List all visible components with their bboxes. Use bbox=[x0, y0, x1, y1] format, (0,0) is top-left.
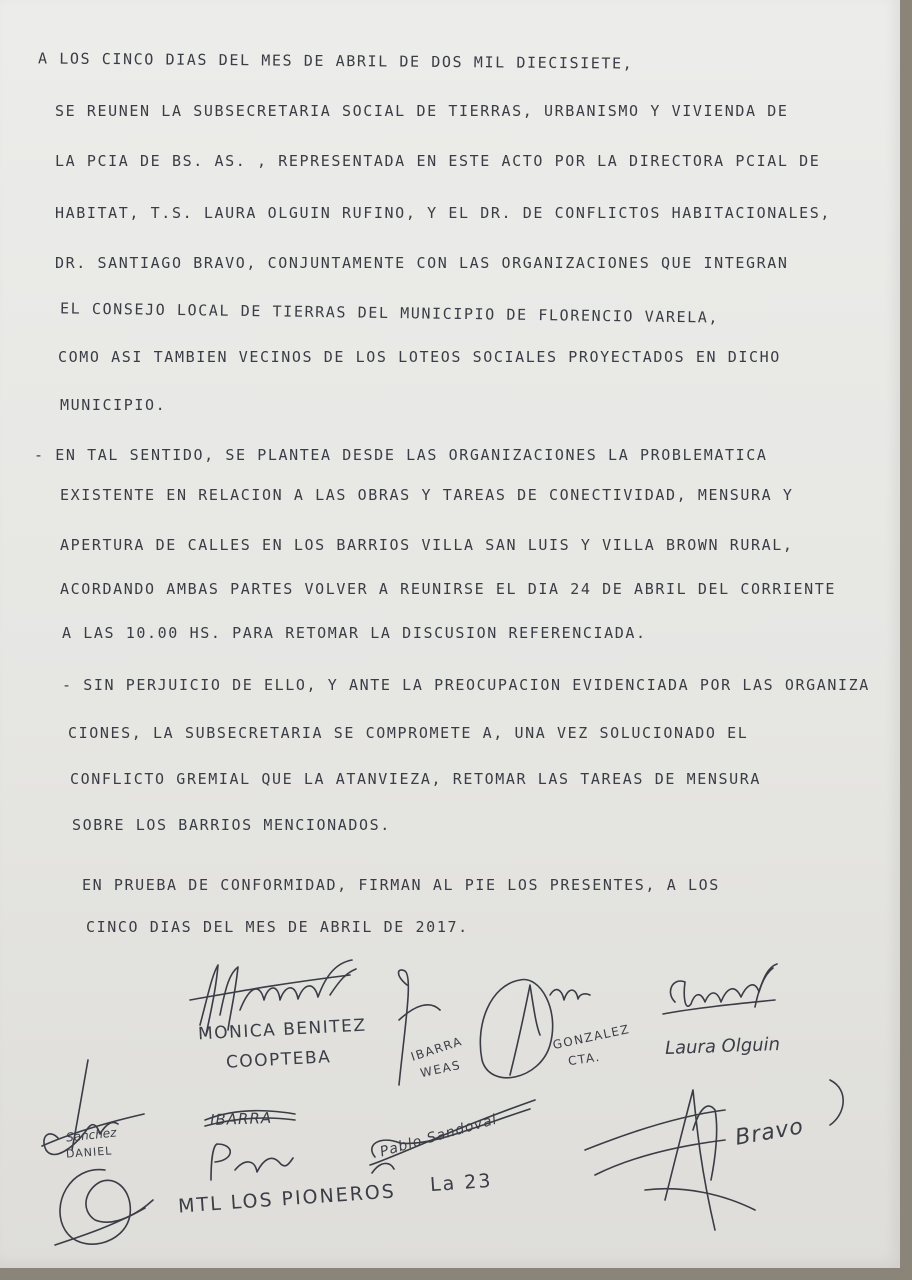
signer-mtl-los-pioneros: MTL LOS PIONEROS bbox=[177, 1180, 397, 1218]
handwritten-line: - EN TAL SENTIDO, SE PLANTEA DESDE LAS ORGANIZACIONES LA PROBLEMATICA bbox=[34, 446, 768, 464]
signer-name-monica: MONICA BENITEZ bbox=[197, 1015, 368, 1045]
handwritten-line: HABITAT, T.S. LAURA OLGUIN RUFINO, Y EL DR. DE CONFLICTOS HABITACIONALES, bbox=[55, 204, 832, 222]
signer-la-23: La 23 bbox=[429, 1169, 494, 1197]
signature-circular bbox=[45, 1160, 155, 1255]
signature-bravo bbox=[575, 1070, 855, 1240]
handwritten-line: CINCO DIAS DEL MES DE ABRIL DE 2017. bbox=[86, 918, 469, 936]
handwritten-line: A LAS 10.00 HS. PARA RETOMAR LA DISCUSION REFERENCIADA. bbox=[62, 624, 647, 642]
handwritten-line: CONFLICTO GREMIAL QUE LA ATANVIEZA, RETOMAR LAS TAREAS DE MENSURA bbox=[70, 770, 761, 788]
signer-org-coopteba: COOPTEBA bbox=[225, 1047, 332, 1073]
handwritten-line: CIONES, LA SUBSECRETARIA SE COMPROMETE A, UNA VEZ SOLUCIONADO EL bbox=[68, 724, 749, 742]
handwritten-line: ACORDANDO AMBAS PARTES VOLVER A REUNIRSE EL DIA 24 DE ABRIL DEL CORRIENTE bbox=[60, 580, 837, 598]
handwritten-line: EXISTENTE EN RELACION A LAS OBRAS Y TAREAS DE CONECTIVIDAD, MENSURA Y bbox=[60, 486, 794, 504]
handwritten-line: EN PRUEBA DE CONFORMIDAD, FIRMAN AL PIE LOS PRESENTES, A LOS bbox=[82, 876, 720, 894]
handwritten-line: SOBRE LOS BARRIOS MENCIONADOS. bbox=[72, 816, 391, 834]
signer-sanchez-line1: Sanchez bbox=[65, 1125, 118, 1145]
signer-gonzalez-line2: CTA. bbox=[567, 1049, 602, 1069]
signer-bravo: Bravo bbox=[733, 1114, 806, 1151]
signer-laura-olguin: Laura Olguin bbox=[664, 1033, 781, 1060]
handwritten-line: DR. SANTIAGO BRAVO, CONJUNTAMENTE CON LAS ORGANIZACIONES QUE INTEGRAN bbox=[55, 254, 789, 272]
signer-gonzalez-line1: GONZALEZ bbox=[551, 1021, 632, 1053]
handwritten-line: COMO ASI TAMBIEN VECINOS DE LOS LOTEOS SOCIALES PROYECTADOS EN DICHO bbox=[58, 348, 781, 366]
handwritten-line: APERTURA DE CALLES EN LOS BARRIOS VILLA SAN LUIS Y VILLA BROWN RURAL, bbox=[60, 536, 794, 554]
signer-sandoval: Pablo Sandoval bbox=[378, 1111, 500, 1161]
handwritten-line: MUNICIPIO. bbox=[60, 396, 167, 414]
handwritten-line: A LOS CINCO DIAS DEL MES DE ABRIL DE DOS MIL DIECISIETE, bbox=[37, 49, 634, 73]
handwritten-line: LA PCIA DE BS. AS. , REPRESENTADA EN ESTE ACTO POR LA DIRECTORA PCIAL DE bbox=[55, 152, 821, 170]
signer-ibarra-scratch: IBARRA bbox=[209, 1108, 273, 1130]
handwritten-line: EL CONSEJO LOCAL DE TIERRAS DEL MUNICIPIO DE FLORENCIO VARELA, bbox=[59, 299, 720, 327]
handwritten-line: SE REUNEN LA SUBSECRETARIA SOCIAL DE TIERRAS, URBANISMO Y VIVIENDA DE bbox=[55, 102, 789, 120]
signature-laura-olguin bbox=[655, 962, 795, 1032]
signature-p-initial bbox=[205, 1140, 295, 1185]
handwritten-line: - SIN PERJUICIO DE ELLO, Y ANTE LA PREOCUPACION EVIDENCIADA POR LAS ORGANIZA bbox=[62, 676, 870, 694]
signer-sanchez-line2: DANIEL bbox=[65, 1144, 113, 1161]
signer-ibarra-line1: IBARRA bbox=[409, 1034, 465, 1064]
signer-ibarra-line2: WEAS bbox=[418, 1057, 463, 1081]
